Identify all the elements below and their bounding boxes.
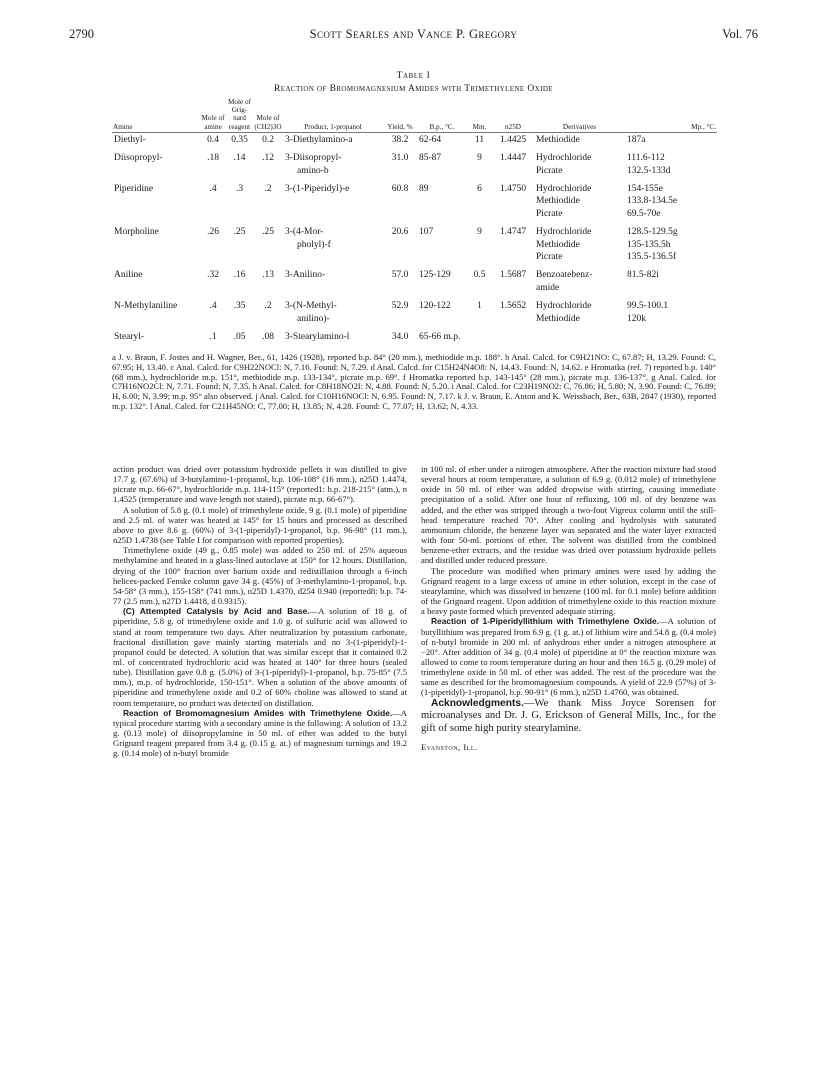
mole-amine-cell [200, 313, 226, 325]
mole-grignard-cell [226, 165, 253, 177]
refractive-index-cell [492, 251, 534, 263]
section-heading: Reaction of Bromomagnesium Amides with Trimethylene Oxide. [123, 707, 393, 718]
amine-cell: Morpholine [114, 227, 159, 238]
yield-cell: 57.0 [391, 270, 409, 281]
mole-grignard-cell [226, 282, 253, 294]
mm-cell: 11 [474, 134, 485, 145]
section-heading: (C) Attempted Catalysis by Acid and Base. [123, 606, 310, 617]
mp-cell: 135-135.5h [627, 239, 671, 250]
derivative-cell: Hydrochloride [536, 301, 592, 312]
mole-amine-cell [200, 195, 226, 207]
mp-cell: 154-155e [627, 184, 663, 195]
product-cell: 3-Anilino- [285, 270, 326, 281]
table-row-continuation [112, 282, 717, 294]
yield-cell [383, 195, 417, 207]
paragraph-text: A solution of 5.8 g. (0.1 mole) of trimethylene oxide, 9 g. (0.1 mole) of piperidine and 2.5 ml. of water was heated at 145° for 15 hours and processed as described above to give 8.6 g. (60%) of 3-(1-piperidyl)-1-propanol, b.p. 96-98° (11 mm.), n25D 1.4738 (see Table I for comparison with reported properties). [113, 504, 407, 546]
col-header-mole-grignard: Mole of Grig-nard reagent [226, 98, 253, 132]
mp-cell [625, 325, 717, 343]
mp-cell: 133.8-134.5e [627, 196, 678, 207]
bp-cell: 120-122 [419, 301, 451, 312]
amine-cell [112, 208, 200, 220]
bp-cell: 125-129 [419, 270, 451, 281]
product-cell [283, 251, 383, 263]
mole-grignard-cell [226, 239, 253, 251]
derivative-cell: Benzoatebenz- [536, 270, 593, 281]
table-footnotes: a J. v. Braun, F. Jostes and H. Wagner, Ber., 61, 1426 (1928), reported b.p. 84° (20 mm.), methiodide m.p. 188°. b Anal. Calcd. for C9H21NO: C, 67.87; H, 13.29. Found: C, 67.95; H, 13.40. c Anal. Calcd. for C9H22NOCl: N, 7.16. Found: N, 7.29. d Anal. Calcd. for C15H24N4O8: N, 14.43. Found: N, 14.62. e Hromatka (ref. 7) reported b.p. 140° (68 mm.), hydrochloride m.p. 151°, methiodide m.p. 133-134°, picrate m.p. 69°. f Hromatka reported b.p. 143-145° (28 mm.), picrate m.p. 136-137°. g Anal. Calcd. for C7H16NO2Cl: N, 7.71. Found: N, 7.35. h Anal. Calcd. for C8H18NO2I: N, 4.88. Found: N, 5.20. i Anal. Calcd. for C23H19NO2: C, 76.86; H, 5.80; N, 3.90. Found: C, 76.89; H, 6.00; N, 3.99; m.p. 95° also observed. j Anal. Calcd. for C10H16NOCl: N, 6.95. Found: N, 7.17. k J. v. Braun, E. Anton and K. Weissbach, Ber., 63B, 2847 (1930), reported m.p. 132°. l Anal. Calcd. for C21H45NO: C, 77.00; H, 13.85; N, 4.28. Found: C, 77.07; H, 13.62; N, 4.33. [112, 352, 716, 411]
mp-cell: 81.5-82i [627, 270, 659, 281]
section-heading: Reaction of 1-Piperidyllithium with Trimethylene Oxide. [431, 616, 659, 627]
bp-cell [417, 282, 467, 294]
yield-cell: 38.2 [391, 134, 409, 145]
mole-oxide-cell: .12 [262, 153, 274, 164]
derivative-cell: amide [536, 282, 560, 293]
mole-amine-cell: .18 [207, 153, 219, 164]
table-row [112, 325, 717, 343]
refractive-index-cell: 1.5652 [499, 301, 527, 312]
amine-cell [112, 195, 200, 207]
refractive-index-cell [492, 239, 534, 251]
mole-grignard-cell [226, 195, 253, 207]
paragraph-text: in 100 ml. of ether under a nitrogen atmosphere. After the reaction mixture had stood several hours at room temperature, a solution of 6.9 g. (0.012 mole) of trimethylene oxide in 50 ml. of ether was added dropwise with stirring, causing immediate precipitation of a solid. After one hour of refluxing, 100 ml. of dry benzene was added, and the ether was stripped through a two-foot Vigreux column until the still-head temperature reached 70°. After cooling and hydrolysis with saturated ammonium chloride, the benzene layer was separated and the water layer extracted with four 50-ml. portions of ether. The solvent was distilled from the combined benzene-ether extracts, and the residue was dried over potassium hydroxide pellets and distilled under reduced pressure. [421, 464, 716, 566]
mole-oxide-cell: .2 [264, 184, 272, 195]
mole-amine-cell [200, 282, 226, 294]
table-header-row [112, 98, 717, 132]
mm-cell [467, 325, 492, 343]
derivative-cell: Methiodide [536, 134, 580, 145]
amine-cell: N-Methylaniline [114, 301, 178, 312]
body-paragraph [421, 616, 716, 697]
mm-cell: 6 [477, 184, 482, 195]
mole-oxide-cell: 0.2 [262, 134, 274, 145]
yield-cell [383, 165, 417, 177]
mole-amine-cell: .32 [207, 270, 219, 281]
derivative-cell: Picrate [536, 208, 563, 219]
mole-amine-cell [200, 165, 226, 177]
col-header-refractive-index: n25D [492, 98, 534, 132]
refractive-index-cell: 1.4750 [499, 184, 527, 195]
mole-grignard-cell: .3 [235, 184, 244, 195]
page-number: 2790 [69, 27, 94, 41]
table-row [112, 263, 717, 281]
product-cell: amino-b [297, 165, 329, 176]
product-cell [283, 208, 383, 220]
col-header-mole-oxide: Mole of (CH2)3O [253, 98, 283, 132]
mm-cell [467, 282, 492, 294]
mole-oxide-cell [253, 195, 283, 207]
table-row-continuation [112, 208, 717, 220]
yield-cell: 20.6 [391, 227, 409, 238]
acknowledgment-text: —We thank Miss Joyce Sorensen for microanalyses and Dr. J. G. Erickson of General Mills, Inc., for the gift of some high purity stearylamine. [421, 697, 716, 734]
mole-oxide-cell: .2 [264, 301, 272, 312]
bp-cell [417, 208, 467, 220]
bp-cell [417, 239, 467, 251]
product-cell: 3-(1-Piperidyl)-e [285, 184, 350, 195]
mp-cell: 120k [627, 313, 646, 324]
paragraph-text: —A solution of butyllithium was prepared from 6.9 g. (1 g. at.) of lithium wire and 54.8 g. (0.4 mole) of n-butyl bromide in 200 ml. of anhydrous ether under a nitrogen atmosphere at −20°. After addition of 34 g. (0.4 mole) of piperidine at 0° the reaction mixture was allowed to come to room temperature during an hour and then 16.5 g. (0.29 mole) of trimethylene oxide in 50 ml. of ether was added. The rest of the procedure was the same as described for the bromomagnesium compounds. A yield of 22.9 (57%) of 3-(1-piperidyl)-1-propanol, b.p. 90-91° (6 mm.), n25D 1.4760, was obtained. [421, 616, 716, 698]
yield-cell: 60.8 [391, 184, 409, 195]
mm-cell [467, 195, 492, 207]
product-cell: 3-Diethylamino-a [285, 134, 353, 145]
paragraph-text: The procedure was modified when primary amines were used by adding the Grignard reagent to a large excess of amine in ether solution, except in the case of stearylamine, which was dissolved in benzene (100 ml. for 0.1 mole) before addition of the Grignard reagent. Upon addition of trimethylene oxide to this reaction mixture a heavy paste formed which prevented adequate stirring. [421, 565, 716, 617]
mole-amine-cell: .4 [209, 301, 217, 312]
refractive-index-cell: 1.4425 [499, 134, 527, 145]
refractive-index-cell: 1.4447 [499, 153, 527, 164]
amine-cell: Piperidine [114, 184, 154, 195]
mp-cell: 135.5-136.5f [627, 252, 677, 263]
bp-cell [417, 165, 467, 177]
table-row-continuation [112, 195, 717, 207]
mole-amine-cell: .4 [209, 184, 217, 195]
body-paragraph [113, 545, 407, 606]
mm-cell [467, 313, 492, 325]
mole-amine-cell: .26 [207, 227, 219, 238]
product-cell: anilino)- [297, 313, 330, 324]
mm-cell [467, 208, 492, 220]
col-header-mole-amine: Mole of amine [200, 98, 226, 132]
body-paragraph [421, 464, 716, 566]
body-paragraph [421, 566, 716, 617]
mm-cell [467, 251, 492, 263]
product-cell [283, 195, 383, 207]
amine-cell [112, 165, 200, 177]
table-row-continuation [112, 251, 717, 263]
bp-cell: 85-87 [419, 153, 442, 164]
mm-cell [467, 165, 492, 177]
product-cell: 3-Diisopropyl- [285, 153, 342, 164]
table-caption: Reaction of Bromomagnesium Amides with Trimethylene Oxide [274, 84, 553, 94]
refractive-index-cell [492, 195, 534, 207]
mp-cell: 128.5-129.5g [627, 227, 678, 238]
mole-amine-cell: 0.4 [207, 134, 219, 145]
table-row-continuation [112, 313, 717, 325]
volume-label: Vol. 76 [722, 27, 758, 41]
mp-cell: 132.5-133d [627, 165, 671, 176]
bp-cell [417, 195, 467, 207]
mole-oxide-cell [253, 208, 283, 220]
mole-oxide-cell [253, 282, 283, 294]
mole-amine-cell [200, 208, 226, 220]
mole-oxide-cell [253, 239, 283, 251]
bp-cell [417, 251, 467, 263]
mole-grignard-cell: .05 [233, 332, 246, 343]
yield-cell [383, 282, 417, 294]
table-row [112, 294, 717, 312]
amine-cell [112, 282, 200, 294]
mp-cell [625, 282, 717, 294]
left-text-column [113, 464, 407, 759]
derivative-cell: Hydrochloride [536, 227, 592, 238]
mm-cell: 9 [477, 153, 482, 164]
derivative-cell: Methiodide [536, 196, 580, 207]
yield-cell: 34.0 [391, 332, 409, 343]
refractive-index-cell: 1.4747 [499, 227, 527, 238]
mp-cell: 187a [627, 134, 646, 145]
acknowledgment-paragraph [421, 698, 716, 736]
table-row [112, 132, 717, 146]
mm-cell: 1 [477, 301, 482, 312]
mm-cell: 9 [477, 227, 482, 238]
paragraph-text: Trimethylene oxide (49 g., 0.85 mole) was added to 250 ml. of 25% aqueous methylamine and heated in a glass-lined autoclave at 150° for 12 hours. Distillation, drying of the 100° fraction over barium oxide and redistillation through a 6-inch helices-packed Fenske column gave 34 g. (45%) of 3-methylamino-1-propanol, b.p. 54-58° (3 mm.), 155-158° (741 mm.), n25D 1.4370, d254 0.940 (reported8: b.p. 74-77 (2.5 mm.), n27D 1.4418, d 0.9315). [113, 545, 407, 607]
mole-oxide-cell [253, 251, 283, 263]
product-cell: 3-(N-Methyl- [285, 301, 337, 312]
mp-cell: 111.6-112 [627, 153, 665, 164]
mp-cell: 69.5-70e [627, 208, 661, 219]
body-paragraph [113, 708, 407, 759]
refractive-index-cell [492, 282, 534, 294]
amine-cell [112, 239, 200, 251]
yield-cell [383, 208, 417, 220]
table-row [112, 146, 717, 164]
body-paragraph [113, 464, 407, 505]
table-row [112, 220, 717, 238]
derivative-cell: Hydrochloride [536, 153, 592, 164]
col-header-mm: Mm. [467, 98, 492, 132]
running-header [69, 27, 758, 43]
mole-grignard-cell [226, 251, 253, 263]
refractive-index-cell [492, 208, 534, 220]
product-cell [283, 282, 383, 294]
refractive-index-cell: 1.5687 [499, 270, 527, 281]
col-header-yield: Yield, % [383, 98, 417, 132]
product-cell: 3-Stearylamino-l [285, 332, 350, 343]
mm-cell [467, 239, 492, 251]
mole-oxide-cell [253, 165, 283, 177]
derivative-cell: Hydrochloride [536, 184, 592, 195]
mole-grignard-cell: .25 [233, 227, 246, 238]
paragraph-text: action product was dried over potassium hydroxide pellets it was distilled to give 17.7 g. (67.6%) of 3-butylamino-1-propanol, b.p. 106-108° (16 mm.), n25D 1.4474, picrate m.p. 66-67°, hydrochloride m.p. 114-115° (reported1: b.p. 218-215° (atm.), n 1.4525 (temperature and wave length not stated), picrate m.p. 66-67°). [113, 464, 407, 505]
refractive-index-cell [492, 325, 534, 343]
col-header-bp: B.p., °C. [417, 98, 467, 132]
derivative-cell: Methiodide [536, 239, 580, 250]
acknowledgment-heading: Acknowledgments. [431, 697, 524, 709]
refractive-index-cell [492, 313, 534, 325]
amine-cell [112, 313, 200, 325]
paragraph-text: —A typical procedure starting with a secondary amine is the following: A solution of 13.2 g. (0.13 mole) of diisopropylamine in 50 ml. of ether was added to the butyl Grignard reagent prepared from 3.4 g. (0.15 g. at.) of magnesium turnings and 19.2 g. (0.14 mole) of n-butyl bromide [113, 707, 407, 759]
product-cell: pholyl)-f [297, 239, 331, 250]
mole-amine-cell [200, 251, 226, 263]
mole-grignard-cell [226, 208, 253, 220]
mole-oxide-cell [253, 313, 283, 325]
derivative-cell [534, 325, 625, 343]
bp-cell: 65-66 m.p. [419, 332, 461, 343]
mole-grignard-cell: .14 [233, 153, 246, 164]
yield-cell [383, 313, 417, 325]
bp-cell: 89 [419, 184, 429, 195]
mole-grignard-cell: .35 [233, 301, 246, 312]
mole-oxide-cell: .08 [262, 332, 274, 343]
derivative-cell: Picrate [536, 252, 563, 263]
body-paragraph [113, 505, 407, 546]
results-table [112, 98, 717, 344]
product-cell: 3-(4-Mor- [285, 227, 324, 238]
mole-grignard-cell: .16 [233, 270, 246, 281]
mole-grignard-cell [226, 313, 253, 325]
yield-cell: 52.9 [391, 301, 409, 312]
amine-cell [112, 251, 200, 263]
mm-cell: 0.5 [473, 270, 486, 281]
derivative-cell: Methiodide [536, 313, 580, 324]
refractive-index-cell [492, 165, 534, 177]
bp-cell: 62-64 [419, 134, 442, 145]
col-header-product: Product, 1-propanol [283, 98, 383, 132]
amine-cell: Stearyl- [114, 332, 145, 343]
table-label: Table I [396, 71, 431, 81]
right-text-column [421, 464, 716, 753]
amine-cell: Diethyl- [114, 134, 146, 145]
author-location: Evanston, Ill. [421, 742, 478, 753]
bp-cell: 107 [419, 227, 434, 238]
body-paragraph [113, 606, 407, 708]
table-row-continuation [112, 165, 717, 177]
bp-cell [417, 313, 467, 325]
col-header-amine: Amine [112, 98, 200, 132]
yield-cell [383, 251, 417, 263]
table-body [112, 132, 717, 343]
table-row [112, 177, 717, 195]
yield-cell: 31.0 [391, 153, 409, 164]
col-header-mp: Mp., °C. [625, 98, 717, 132]
mole-amine-cell: .1 [209, 332, 217, 343]
paragraph-text: —A solution of 18 g. of piperidine, 5.8 g. of trimethylene oxide and 1.0 g. of sulfuric acid was allowed to stand at room temperature two days. After neutralization by potassium carbonate, fractional distillation gave mainly starting materials and no 3-(1-piperidyl)-1-propanol could be detected. A solution that was similar except that it contained 0.2 ml. of concentrated hydrochloric acid was heated at 140° for three hours (sealed tube). Distillation gave 0.8 g. (5.0%) of 3-(1-piperidyl)-1-propanol, b.p. 75-85° (7.5 mm.), m.p. of hydrochloride, 150-151°. When a solution of the above amounts of piperidine and trimethylene oxide and 0.2 of 60% choline was allowed to stand at room temperature, no product was detected on distillation. [113, 606, 407, 708]
mole-oxide-cell: .13 [262, 270, 274, 281]
mole-amine-cell [200, 239, 226, 251]
col-header-derivatives: Derivatives [534, 98, 625, 132]
mole-oxide-cell: .25 [262, 227, 274, 238]
amine-cell: Diisopropyl- [114, 153, 163, 164]
table-row-continuation [112, 239, 717, 251]
mp-cell: 99.5-100.1 [627, 301, 669, 312]
running-title-authors: Scott Searles and Vance P. Gregory [309, 27, 518, 41]
derivative-cell: Picrate [536, 165, 563, 176]
amine-cell: Aniline [114, 270, 143, 281]
mole-grignard-cell: 0.35 [231, 134, 248, 145]
yield-cell [383, 239, 417, 251]
